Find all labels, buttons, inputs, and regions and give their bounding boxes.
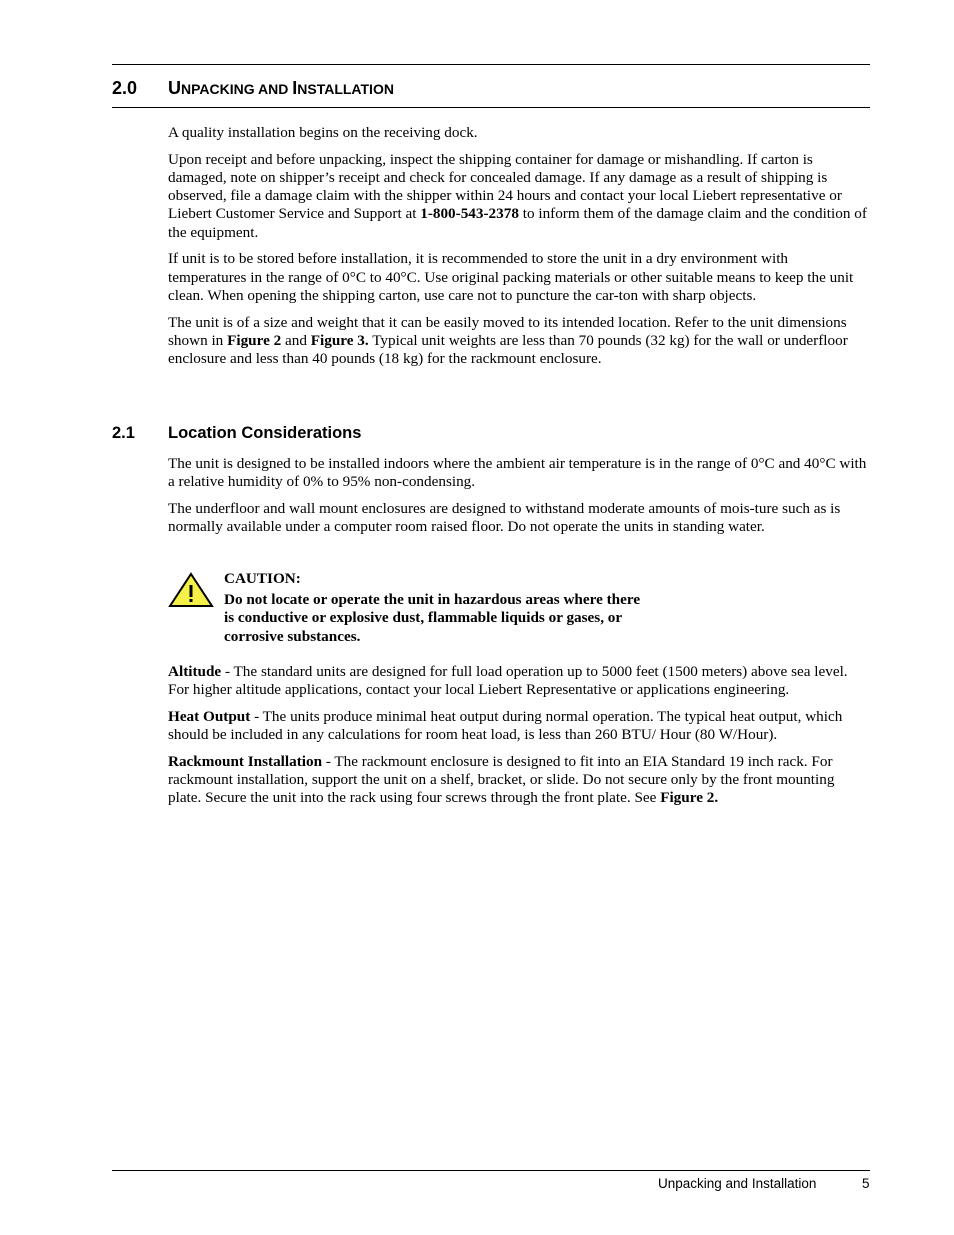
bold-text: Figure 3. [310,331,369,349]
section-title [168,78,394,98]
caution-line: corrosive substances. [224,627,361,645]
caution-text [224,570,784,646]
paragraph [168,124,870,142]
text-run: If unit is to be stored before installation, it is recommended to store the unit in a dry environment with temperatures in the range of 0°C to 40°C. Use original packing materials or other suitable means to keep the unit clean. When opening the shipping carton, use care not to puncture the car-ton with sharp objects. [168,250,854,304]
section-title-part: NSTALLATION [297,81,394,97]
caution-line: Do not locate or operate the unit in hazardous areas where there [224,591,641,609]
paragraph [168,753,870,808]
text-run: - The rackmount enclosure is designed to fit into an EIA Standard 19 inch rack. For rackmount installation, support the unit on a shelf, bracket, or slide. Do not secure only by the front mounting plate. Secure the unit into the rack using four screws through the front plate. See [168,753,835,807]
paragraph [168,151,870,242]
text-run: The unit is of a size and weight that it can be easily moved to its intended location. Refer to the unit dimensions shown in [168,313,847,349]
section-title-part: U [168,78,181,98]
paragraph [168,663,870,699]
top-rule [112,64,870,65]
section-title-part: NPACKING AND [181,81,293,97]
bold-text: Heat Output [168,708,251,725]
heading-rule [112,107,870,108]
caution-title: CAUTION: [224,570,301,587]
subsection-number: 2.1 [112,424,135,442]
bold-text: Figure 2 [227,331,282,349]
text-run: The underfloor and wall mount enclosures are designed to withstand moderate amounts of mois-ture such as is normally available under a computer room raised floor. Do not operate the units in standing water. [168,500,841,536]
text-run: and [281,331,311,349]
paragraph [168,250,870,305]
text-run: - The standard units are designed for full load operation up to 5000 feet (1500 meters) above sea level. For higher altitude applications, contact your local Liebert Representative or applications engineering. [168,663,848,699]
bold-text: Figure 2. [660,789,719,807]
subsection-heading [112,424,870,443]
text-run: - The units produce minimal heat output during normal operation. The typical heat output, which should be included in any calculations for room heat load, is less than 260 BTU/ Hour (80 W/Hour). [168,708,843,744]
text-run: The unit is designed to be installed indoors where the ambient air temperature is in the range of 0°C and 40°C with a relative humidity of 0% to 95% non-condensing. [168,455,867,491]
page-number: 5 [862,1176,870,1191]
footer-label: Unpacking and Installation [658,1176,817,1191]
paragraph [168,314,870,369]
text-run: Upon receipt and before unpacking, inspect the shipping container for damage or mishandling. If carton is damaged, note on shipper’s receipt and check for concealed damage. If any damage as a result of shipping is observed, file a damage claim with the shipper within 24 hours and contact your local Liebert representative or Liebert Customer Service and Support at [168,150,842,223]
details-body [168,663,870,816]
paragraph [168,708,870,744]
caution-line: is conductive or explosive dust, flammable liquids or gases, or [224,609,623,627]
subsection-title: Location Considerations [168,424,362,442]
location-body [168,455,870,545]
warning-triangle-icon [168,572,214,608]
bold-text: Rackmount Installation [168,753,323,770]
footer-rule [112,1170,870,1171]
section-title-part: I [292,78,298,98]
section-number: 2.0 [112,78,138,98]
bold-text: 1-800-543-2378 [420,205,519,223]
text-run: to inform them of the damage claim and the condition of the equipment. [168,205,867,241]
paragraph [168,500,870,536]
intro-body [168,124,870,377]
section-heading [112,78,870,99]
text-run: A quality installation begins on the receiving dock. [168,124,478,141]
text-run: Typical unit weights are less than 70 pounds (32 kg) for the wall or underfloor enclosure and less than 40 pounds (18 kg) for the rackmount enclosure. [168,331,848,368]
bold-text: Altitude [168,663,222,680]
paragraph [168,455,870,491]
